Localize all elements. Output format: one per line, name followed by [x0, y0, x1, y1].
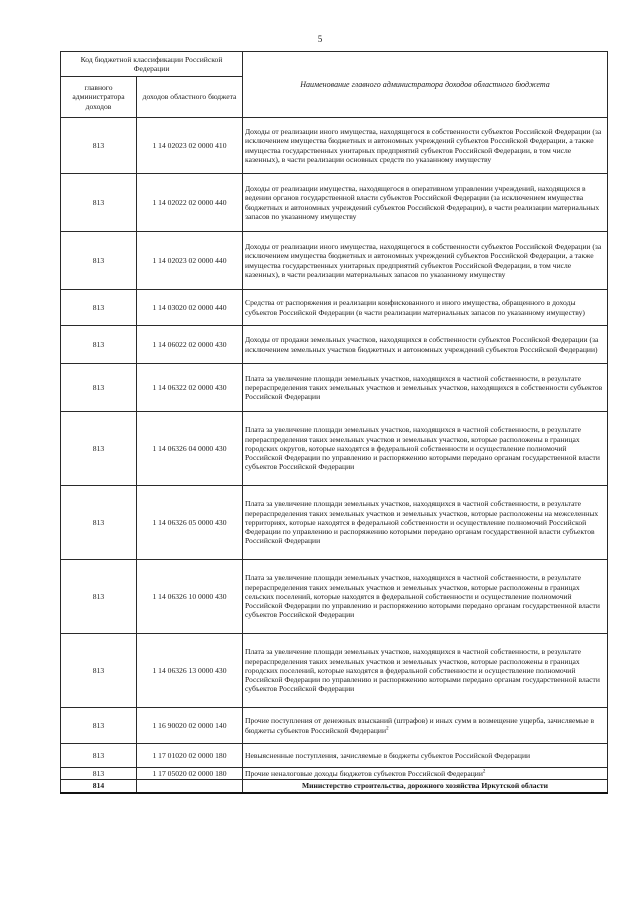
- header-revenue-code: доходов областного бюджета: [137, 77, 243, 118]
- table-row: [61, 326, 608, 364]
- revenue-code-cell: 1 14 03020 02 0000 440: [137, 290, 243, 326]
- revenue-description-cell: [243, 486, 608, 560]
- table-row: [61, 768, 608, 780]
- revenue-description-text: Плата за увеличение площади земельных участков, находящихся в частной собственности, в результате перераспределения таких земельных участков и земельных участков, находящихся в собственности субъектов Российской Федерации: [245, 373, 603, 402]
- revenue-code-cell: 1 14 06326 05 0000 430: [137, 486, 243, 560]
- revenue-description-cell: [243, 708, 608, 744]
- admin-code-cell: 813: [61, 232, 137, 290]
- admin-code-cell: 813: [61, 364, 137, 412]
- table-row: [61, 486, 608, 560]
- header-administrator-name: Наименование главного администратора доходов областного бюджета: [243, 52, 608, 118]
- admin-code-cell: 813: [61, 174, 137, 232]
- footnote-mark: 2: [386, 725, 389, 731]
- revenue-code-cell: 1 14 06322 02 0000 430: [137, 364, 243, 412]
- revenue-code-cell: 1 14 06326 04 0000 430: [137, 412, 243, 486]
- header-main-administrator: главного администратора доходов: [61, 77, 137, 118]
- table-row: [61, 232, 608, 290]
- revenue-code-cell: 1 16 90020 02 0000 140: [137, 708, 243, 744]
- revenue-code-cell: 1 17 05020 02 0000 180: [137, 768, 243, 780]
- table-row: [61, 744, 608, 768]
- administrator-name-cell: Министерство строительства, дорожного хозяйства Иркутской области: [243, 780, 608, 793]
- admin-code-cell: 813: [61, 290, 137, 326]
- revenue-code-cell: 1 14 06326 13 0000 430: [137, 634, 243, 708]
- revenue-description-text: Плата за увеличение площади земельных участков, находящихся в частной собственности, в результате перераспределения таких земельных участков и земельных участков, которые расположены на межселенных территориях, которые находятся в федеральной собственности и осуществление полномочий Российской Федерации по управлению и распоряжению которыми передано органам государственной власти субъектов Российской Федерации: [245, 499, 599, 546]
- revenue-description-cell: [243, 768, 608, 780]
- admin-code-cell: 813: [61, 708, 137, 744]
- revenue-description-cell: [243, 290, 608, 326]
- revenue-description-text: Плата за увеличение площади земельных участков, находящихся в частной собственности, в результате перераспределения таких земельных участков и земельных участков, которые расположены в границах городских округов, которые находятся в федеральной собственности и осуществление полномочий Российской Федерации по управлению и распоряжению которыми передано органам государственной власти субъектов Российской Федерации: [245, 425, 600, 472]
- revenue-code-cell: 1 14 02022 02 0000 440: [137, 174, 243, 232]
- revenue-description-text: Прочие неналоговые доходы бюджетов субъектов Российской Федерации: [245, 769, 483, 778]
- page-number: 5: [317, 34, 323, 44]
- revenue-description-text: Доходы от реализации иного имущества, находящегося в собственности субъектов Российской Федерации (за исключением имущества бюджетных и автономных учреждений субъектов Российской Федерации, а также имущества государственных унитарных предприятий субъектов Российской Федерации, в том числе казенных), в части реализации материальных запасов по указанному имуществу: [245, 242, 602, 279]
- revenue-code-cell: 1 14 02023 02 0000 410: [137, 118, 243, 174]
- table-row: [61, 634, 608, 708]
- revenue-description-cell: [243, 364, 608, 412]
- revenue-code-cell: 1 14 02023 02 0000 440: [137, 232, 243, 290]
- revenue-description-cell: [243, 744, 608, 768]
- revenue-description-cell: [243, 634, 608, 708]
- revenue-description-text: Средства от распоряжения и реализации конфискованного и иного имущества, обращенного в доходы субъектов Российской Федерации (в части реализации материальных запасов по указанному имуществу): [245, 298, 585, 317]
- revenue-description-text: Прочие поступления от денежных взысканий (штрафов) и иных сумм в возмещение ущерба, зачисляемые в бюджеты субъектов Российской Федерации: [245, 716, 595, 735]
- table-row: [61, 560, 608, 634]
- admin-code-cell: 813: [61, 634, 137, 708]
- table-row: [61, 412, 608, 486]
- revenue-code-cell: 1 14 06326 10 0000 430: [137, 560, 243, 634]
- table-body: [61, 118, 608, 793]
- revenue-description-text: Доходы от продажи земельных участков, находящихся в собственности субъектов Российской Федерации (за исключением земельных участков бюджетных и автономных учреждений субъектов Российской Федерации): [245, 335, 599, 354]
- revenue-description-cell: [243, 118, 608, 174]
- admin-code-cell: 813: [61, 560, 137, 634]
- footnote-mark: 2: [482, 769, 486, 775]
- revenue-description-cell: [243, 174, 608, 232]
- revenue-description-cell: [243, 232, 608, 290]
- table-header: [61, 52, 608, 118]
- revenue-description-text: Невыясненные поступления, зачисляемые в бюджеты субъектов Российской Федерации: [245, 750, 531, 760]
- revenue-description-text: Плата за увеличение площади земельных участков, находящихся в частной собственности, в результате перераспределения таких земельных участков и земельных участков, которые расположены в границах городских поселений, которые находятся в федеральной собственности и осуществление полномочий Российской Федерации по управлению и распоряжению которыми передано органам государственной власти субъектов Российской Федерации: [245, 647, 600, 694]
- revenue-description-cell: [243, 560, 608, 634]
- revenue-description-cell: [243, 412, 608, 486]
- admin-code-cell: 813: [61, 744, 137, 768]
- table-row: [61, 290, 608, 326]
- header-classification-group: Код бюджетной классификации Российской Федерации: [61, 52, 243, 77]
- revenue-description-text: Доходы от реализации иного имущества, находящегося в собственности субъектов Российской Федерации (за исключением имущества бюджетных и автономных учреждений субъектов Российской Федерации, а также имущества государственных унитарных предприятий субъектов Российской Федерации, в том числе казенных), в части реализации основных средств по указанному имуществу: [245, 127, 602, 164]
- administrator-row: [61, 780, 608, 793]
- admin-code-cell: 813: [61, 486, 137, 560]
- revenue-description-cell: [243, 326, 608, 364]
- revenue-code-cell: 1 14 06022 02 0000 430: [137, 326, 243, 364]
- revenue-code-cell: 1 17 01020 02 0000 180: [137, 744, 243, 768]
- admin-code-cell: 813: [61, 118, 137, 174]
- table-row: [61, 174, 608, 232]
- table-row: [61, 118, 608, 174]
- table-row: [61, 364, 608, 412]
- admin-code-cell: 813: [61, 768, 137, 780]
- revenue-code-cell: [137, 780, 243, 793]
- revenue-description-text: Доходы от реализации имущества, находящегося в оперативном управлении учреждений, находящихся в ведении органов государственной власти субъектов Российской Федерации (за исключением имущества бюджетных и автономных учреждений субъектов Российской Федерации), в части реализации материальных запасов по указанному имуществу: [245, 184, 600, 221]
- table-row: [61, 708, 608, 744]
- admin-code-cell: 814: [61, 780, 137, 793]
- budget-classification-table: [60, 51, 608, 794]
- admin-code-cell: 813: [61, 326, 137, 364]
- revenue-description-text: Плата за увеличение площади земельных участков, находящихся в частной собственности, в результате перераспределения таких земельных участков и земельных участков, которые расположены в границах сельских поселений, которые находятся в федеральной собственности и осуществление полномочий Российской Федерации по управлению и распоряжению которыми передано органам государственной власти субъектов Российской Федерации: [245, 573, 600, 620]
- admin-code-cell: 813: [61, 412, 137, 486]
